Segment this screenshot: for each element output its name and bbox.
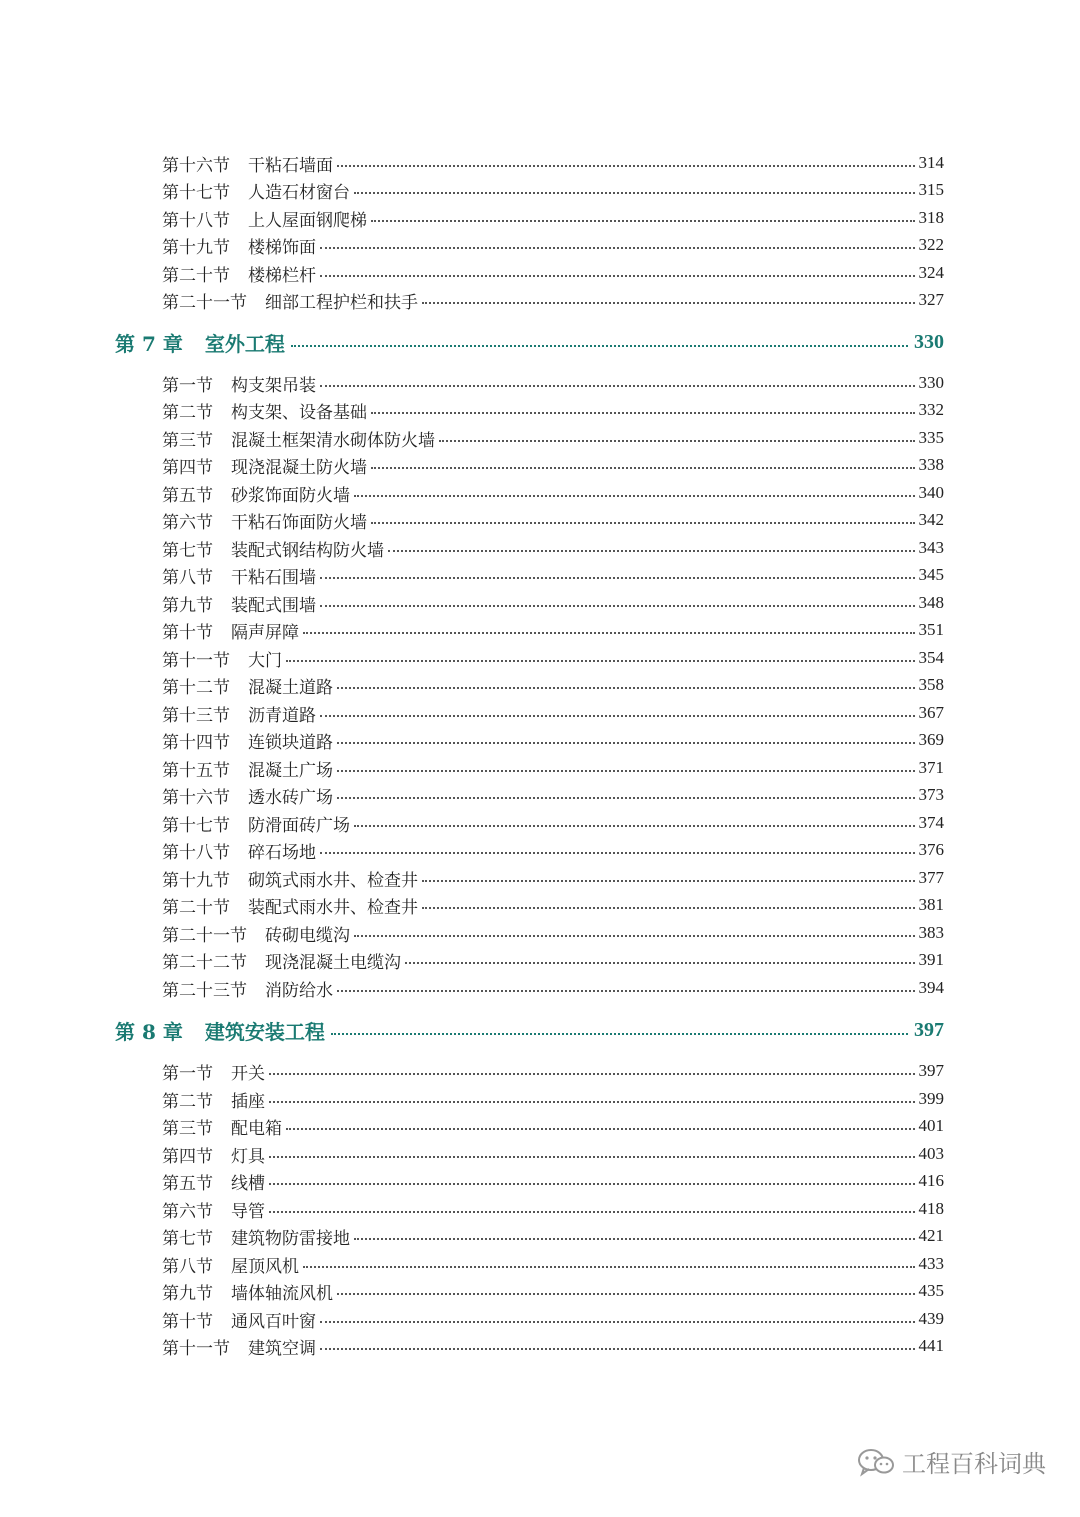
section-title: 楼梯饰面 <box>248 237 316 258</box>
section-number: 第三节 <box>162 430 213 451</box>
leader-dots <box>320 605 915 607</box>
chapter-page-number: 330 <box>914 330 944 353</box>
page-number: 394 <box>918 978 944 997</box>
leader-dots <box>337 1293 915 1295</box>
leader-dots <box>422 302 915 304</box>
section-title: 构支架、设备基础 <box>231 402 367 423</box>
page-number: 383 <box>918 923 944 942</box>
section-title: 砂浆饰面防火墙 <box>231 485 350 506</box>
section-number: 第二十三节 <box>162 980 247 1001</box>
leader-dots <box>337 770 915 772</box>
page-number: 441 <box>918 1336 944 1355</box>
section-title: 配电箱 <box>231 1118 282 1139</box>
section-title: 开关 <box>231 1063 265 1084</box>
section-title: 屋顶风机 <box>231 1256 299 1277</box>
section-number: 第十九节 <box>162 870 230 891</box>
page-number: 335 <box>918 428 944 447</box>
leader-dots <box>371 522 915 524</box>
section-number: 第二十一节 <box>162 292 247 313</box>
section-number: 第十三节 <box>162 705 230 726</box>
chapter-title: 建筑安装工程 <box>204 1019 325 1044</box>
section-number: 第十八节 <box>162 842 230 863</box>
toc-entry[interactable] <box>162 1169 944 1193</box>
page-number: 332 <box>918 400 944 419</box>
page-number: 376 <box>918 840 944 859</box>
toc-entry[interactable] <box>162 866 944 890</box>
watermark-text: 工程百科词典 <box>902 1450 1046 1478</box>
page-number: 318 <box>918 208 944 227</box>
section-title: 混凝土框架清水砌体防火墙 <box>231 430 435 451</box>
toc-entry[interactable] <box>162 1307 944 1331</box>
toc-entry[interactable] <box>162 976 944 1000</box>
page-number: 345 <box>918 565 944 584</box>
leader-dots <box>291 345 908 347</box>
section-number: 第九节 <box>162 1283 213 1304</box>
section-number: 第十五节 <box>162 760 230 781</box>
section-title: 装配式钢结构防火墙 <box>231 540 384 561</box>
page-number: 416 <box>918 1171 944 1190</box>
wechat-icon <box>856 1447 896 1477</box>
leader-dots <box>320 385 915 387</box>
section-number: 第十一节 <box>162 650 230 671</box>
leader-dots <box>371 412 915 414</box>
section-number: 第三节 <box>162 1118 213 1139</box>
page-number: 354 <box>918 648 944 667</box>
leader-dots <box>354 935 915 937</box>
section-title: 建筑物防雷接地 <box>231 1228 350 1249</box>
leader-dots <box>337 742 915 744</box>
toc-entry[interactable] <box>162 893 944 917</box>
section-title: 装配式雨水井、检查井 <box>248 897 418 918</box>
section-number: 第十六节 <box>162 155 230 176</box>
page-number: 338 <box>918 455 944 474</box>
section-title: 建筑空调 <box>248 1338 316 1359</box>
leader-dots <box>354 1238 915 1240</box>
leader-dots <box>269 1211 915 1213</box>
section-title: 楼梯栏杆 <box>248 265 316 286</box>
section-number: 第一节 <box>162 375 213 396</box>
leader-dots <box>371 467 915 469</box>
toc-entry[interactable] <box>162 646 944 670</box>
section-number: 第十二节 <box>162 677 230 698</box>
page-number: 348 <box>918 593 944 612</box>
chapter-heading[interactable] <box>115 328 944 356</box>
leader-dots <box>303 632 915 634</box>
leader-dots <box>320 275 915 277</box>
section-number: 第六节 <box>162 512 213 533</box>
page-number: 403 <box>918 1144 944 1163</box>
section-title: 砖砌电缆沟 <box>265 925 350 946</box>
leader-dots <box>337 165 915 167</box>
page-number: 439 <box>918 1309 944 1328</box>
leader-dots <box>337 687 915 689</box>
leader-dots <box>439 440 915 442</box>
toc-entry[interactable] <box>162 591 944 615</box>
section-number: 第六节 <box>162 1201 213 1222</box>
page-number: 391 <box>918 950 944 969</box>
section-number: 第二十一节 <box>162 925 247 946</box>
page-number: 373 <box>918 785 944 804</box>
toc-entry[interactable] <box>162 151 944 175</box>
section-number: 第十四节 <box>162 732 230 753</box>
leader-dots <box>354 192 915 194</box>
section-title: 通风百叶窗 <box>231 1311 316 1332</box>
section-title: 现浇混凝土电缆沟 <box>265 952 401 973</box>
toc-entry[interactable] <box>162 536 944 560</box>
leader-dots <box>320 715 915 717</box>
section-title: 大门 <box>248 650 282 671</box>
leader-dots <box>422 880 915 882</box>
chapter-label: 第 8 章 <box>115 1019 183 1044</box>
leader-dots <box>320 852 915 854</box>
section-title: 透水砖广场 <box>248 787 333 808</box>
section-title: 混凝土广场 <box>248 760 333 781</box>
section-title: 干粘石围墙 <box>231 567 316 588</box>
section-number: 第七节 <box>162 540 213 561</box>
toc-entry[interactable] <box>162 508 944 532</box>
toc-entry[interactable] <box>162 178 944 202</box>
leader-dots <box>337 797 915 799</box>
section-number: 第二十节 <box>162 897 230 918</box>
page-number: 340 <box>918 483 944 502</box>
toc-entry[interactable] <box>162 1197 944 1221</box>
toc-entry[interactable] <box>162 233 944 257</box>
section-number: 第八节 <box>162 567 213 588</box>
chapter-title: 室外工程 <box>204 331 285 356</box>
page-number: 401 <box>918 1116 944 1135</box>
page-number: 371 <box>918 758 944 777</box>
leader-dots <box>269 1156 915 1158</box>
leader-dots <box>286 1128 915 1130</box>
section-title: 人造石材窗台 <box>248 182 350 203</box>
toc-entry[interactable] <box>162 481 944 505</box>
toc-entry[interactable] <box>162 1142 944 1166</box>
section-number: 第十八节 <box>162 210 230 231</box>
section-number: 第八节 <box>162 1256 213 1277</box>
toc-entry[interactable] <box>162 838 944 862</box>
page-number: 421 <box>918 1226 944 1245</box>
toc-entry[interactable] <box>162 921 944 945</box>
page-number: 435 <box>918 1281 944 1300</box>
section-title: 灯具 <box>231 1146 265 1167</box>
section-title: 干粘石墙面 <box>248 155 333 176</box>
section-number: 第十一节 <box>162 1338 230 1359</box>
section-title: 防滑面砖广场 <box>248 815 350 836</box>
page-number: 399 <box>918 1089 944 1108</box>
toc-entry[interactable] <box>162 453 944 477</box>
page-number: 343 <box>918 538 944 557</box>
section-number: 第一节 <box>162 1063 213 1084</box>
page-number: 381 <box>918 895 944 914</box>
page-number: 418 <box>918 1199 944 1218</box>
toc-entry[interactable] <box>162 701 944 725</box>
page-number: 324 <box>918 263 944 282</box>
chapter-label: 第 7 章 <box>115 331 183 356</box>
toc-entry[interactable] <box>162 1279 944 1303</box>
page-number: 358 <box>918 675 944 694</box>
leader-dots <box>331 1033 908 1035</box>
chapter-page-number: 397 <box>914 1018 944 1041</box>
section-number: 第二十节 <box>162 265 230 286</box>
leader-dots <box>320 247 915 249</box>
section-number: 第二节 <box>162 1091 213 1112</box>
section-number: 第十六节 <box>162 787 230 808</box>
toc-entry[interactable] <box>162 948 944 972</box>
leader-dots <box>337 990 915 992</box>
page-number: 369 <box>918 730 944 749</box>
leader-dots <box>286 660 915 662</box>
toc-entry[interactable] <box>162 1224 944 1248</box>
section-title: 混凝土道路 <box>248 677 333 698</box>
page-number: 351 <box>918 620 944 639</box>
leader-dots <box>269 1183 915 1185</box>
leader-dots <box>320 1321 915 1323</box>
toc-entry[interactable] <box>162 1059 944 1083</box>
leader-dots <box>405 962 915 964</box>
page-number: 314 <box>918 153 944 172</box>
toc-entry[interactable] <box>162 1334 944 1358</box>
toc-entry[interactable] <box>162 371 944 395</box>
section-number: 第四节 <box>162 457 213 478</box>
leader-dots <box>269 1101 915 1103</box>
toc-entry[interactable] <box>162 1114 944 1138</box>
page-number: 327 <box>918 290 944 309</box>
leader-dots <box>354 495 915 497</box>
section-title: 线槽 <box>231 1173 265 1194</box>
page-number: 330 <box>918 373 944 392</box>
toc-entry[interactable] <box>162 728 944 752</box>
section-number: 第七节 <box>162 1228 213 1249</box>
leader-dots <box>371 220 915 222</box>
section-title: 墙体轴流风机 <box>231 1283 333 1304</box>
leader-dots <box>320 577 915 579</box>
section-number: 第五节 <box>162 485 213 506</box>
section-number: 第十九节 <box>162 237 230 258</box>
section-number: 第十节 <box>162 1311 213 1332</box>
section-title: 装配式围墙 <box>231 595 316 616</box>
section-title: 插座 <box>231 1091 265 1112</box>
toc-entry[interactable] <box>162 426 944 450</box>
section-title: 消防给水 <box>265 980 333 1001</box>
toc-entry[interactable] <box>162 1087 944 1111</box>
section-title: 隔声屏障 <box>231 622 299 643</box>
section-title: 碎石场地 <box>248 842 316 863</box>
section-title: 沥青道路 <box>248 705 316 726</box>
leader-dots <box>388 550 915 552</box>
toc-entry[interactable] <box>162 1252 944 1276</box>
toc-entry[interactable] <box>162 288 944 312</box>
section-title: 构支架吊装 <box>231 375 316 396</box>
section-number: 第十七节 <box>162 815 230 836</box>
page-number: 374 <box>918 813 944 832</box>
page-number: 322 <box>918 235 944 254</box>
section-title: 现浇混凝土防火墙 <box>231 457 367 478</box>
section-title: 细部工程护栏和扶手 <box>265 292 418 313</box>
section-title: 连锁块道路 <box>248 732 333 753</box>
section-title: 干粘石饰面防火墙 <box>231 512 367 533</box>
toc-entry[interactable] <box>162 618 944 642</box>
toc-entry[interactable] <box>162 563 944 587</box>
page-number: 367 <box>918 703 944 722</box>
section-title: 砌筑式雨水井、检查井 <box>248 870 418 891</box>
page-number: 377 <box>918 868 944 887</box>
watermark <box>856 1444 1046 1479</box>
page-number: 315 <box>918 180 944 199</box>
leader-dots <box>320 1348 915 1350</box>
page-number: 397 <box>918 1061 944 1080</box>
section-number: 第四节 <box>162 1146 213 1167</box>
leader-dots <box>269 1073 915 1075</box>
section-number: 第十七节 <box>162 182 230 203</box>
section-number: 第二节 <box>162 402 213 423</box>
chapter-heading[interactable] <box>115 1016 944 1044</box>
toc-entry[interactable] <box>162 398 944 422</box>
section-number: 第五节 <box>162 1173 213 1194</box>
toc-entry[interactable] <box>162 261 944 285</box>
toc-entry[interactable] <box>162 811 944 835</box>
toc-entry[interactable] <box>162 206 944 230</box>
page-number: 433 <box>918 1254 944 1273</box>
section-number: 第二十二节 <box>162 952 247 973</box>
toc-entry[interactable] <box>162 673 944 697</box>
section-title: 导管 <box>231 1201 265 1222</box>
leader-dots <box>354 825 915 827</box>
section-title: 上人屋面钢爬梯 <box>248 210 367 231</box>
toc-entry[interactable] <box>162 783 944 807</box>
section-number: 第十节 <box>162 622 213 643</box>
toc-entry[interactable] <box>162 756 944 780</box>
leader-dots <box>422 907 915 909</box>
page-number: 342 <box>918 510 944 529</box>
section-number: 第九节 <box>162 595 213 616</box>
leader-dots <box>303 1266 915 1268</box>
